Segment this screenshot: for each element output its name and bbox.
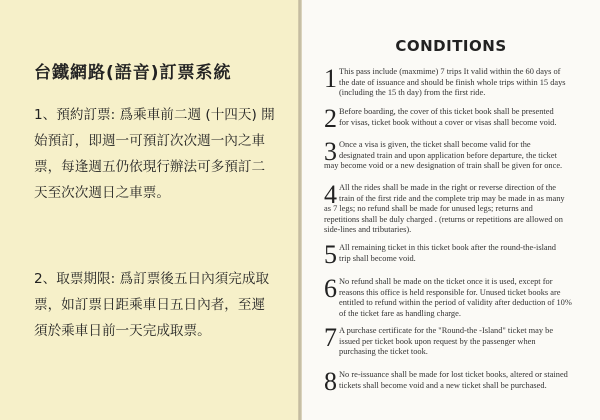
condition-line: A purchase certificate for the "Round-the -Island" ticket may be: [339, 326, 554, 335]
condition-number: 1: [324, 64, 337, 93]
condition-number: 6: [324, 274, 337, 303]
condition-line: as 7 legs; no refund shall be made for unused legs; returns and: [324, 204, 533, 213]
pickup-line: 票，如訂票日距乘車日五日內者，至遲: [34, 297, 266, 313]
reservation-line: 1、預約訂票: 爲乘車前二週 (十四天) 開: [34, 107, 275, 123]
condition-number: 4: [324, 180, 337, 209]
condition-line: trip shall become void.: [339, 253, 416, 263]
reservation-line: 始預訂，即週一可預訂次次週一內之車: [34, 133, 266, 149]
condition-line: designated train and upon application before departure, the ticket: [339, 150, 557, 160]
condition-line: the date of issuance and should be finish whole trips within 15 days: [339, 77, 566, 87]
condition-item: [324, 367, 586, 396]
condition-line: No refund shall be made on the ticket once it is used, except for: [339, 277, 553, 286]
reservation-line: 票，每逢週五仍依現行辦法可多預訂二: [34, 159, 266, 175]
condition-line: repetitions shall be duly charged . (returns or repetitions are allowed on: [324, 214, 563, 224]
condition-line: (including the 15 th day) from the first ride.: [339, 88, 486, 97]
right-page: [302, 0, 600, 420]
condition-line: side-lines and tributaries).: [324, 225, 412, 234]
condition-line: may become void or a new designation of train shall be given for once.: [324, 161, 563, 170]
condition-line: reasons this office is held responsible for. Unused ticket books are: [339, 287, 561, 297]
condition-line: purchasing the ticket took.: [339, 347, 428, 356]
condition-number: 2: [324, 104, 337, 133]
conditions-title: CONDITIONS: [395, 37, 507, 55]
condition-line: All the rides shall be made in the right or reverse direction of the: [339, 183, 556, 192]
condition-item: [324, 323, 586, 358]
reservation-line: 天至次次週日之車票。: [34, 185, 170, 201]
booking-system-title: 台鐵網路(語音)訂票系統: [34, 63, 232, 83]
condition-line: entitled to refund within the period of validity after deduction of 10%: [339, 298, 572, 307]
left-page: [0, 0, 299, 420]
condition-item: [324, 104, 586, 133]
condition-line: Once a visa is given, the ticket shall become valid for the: [339, 140, 531, 149]
condition-number: 8: [324, 367, 337, 396]
pickup-deadline-section: [34, 266, 288, 344]
condition-number: 3: [324, 137, 337, 166]
condition-item: [324, 180, 586, 236]
condition-number: 5: [324, 240, 337, 269]
condition-line: Before boarding, the cover of this ticket book shall be presented: [339, 107, 554, 116]
condition-line: This pass include (maxmime) 7 trips It valid within the 60 days of: [339, 67, 561, 76]
pickup-line: 2、取票期限: 爲訂票後五日內須完成取: [34, 271, 270, 287]
condition-item: [324, 64, 586, 99]
condition-line: All remaining ticket in this ticket book after the round-the-island: [339, 243, 556, 252]
condition-number: 7: [324, 323, 337, 352]
reservation-section: [34, 102, 288, 206]
condition-line: No re-issuance shall be made for lost ticket books, altered or stained: [339, 370, 568, 379]
condition-line: tickets shall become void and a new ticket shall be purchased.: [339, 380, 547, 390]
condition-line: train of the first ride and the complete trip may be made in as many: [339, 193, 565, 203]
condition-item: [324, 240, 586, 269]
condition-line: issued per ticket book upon request by the passenger when: [339, 336, 536, 346]
condition-line: for visas, ticket book without a cover or visas shall become void.: [339, 117, 557, 127]
pickup-line: 須於乘車日前一天完成取票。: [34, 323, 211, 339]
condition-line: of the ticket fare as handling charge.: [339, 308, 461, 318]
condition-item: [324, 274, 586, 319]
condition-item: [324, 137, 586, 172]
